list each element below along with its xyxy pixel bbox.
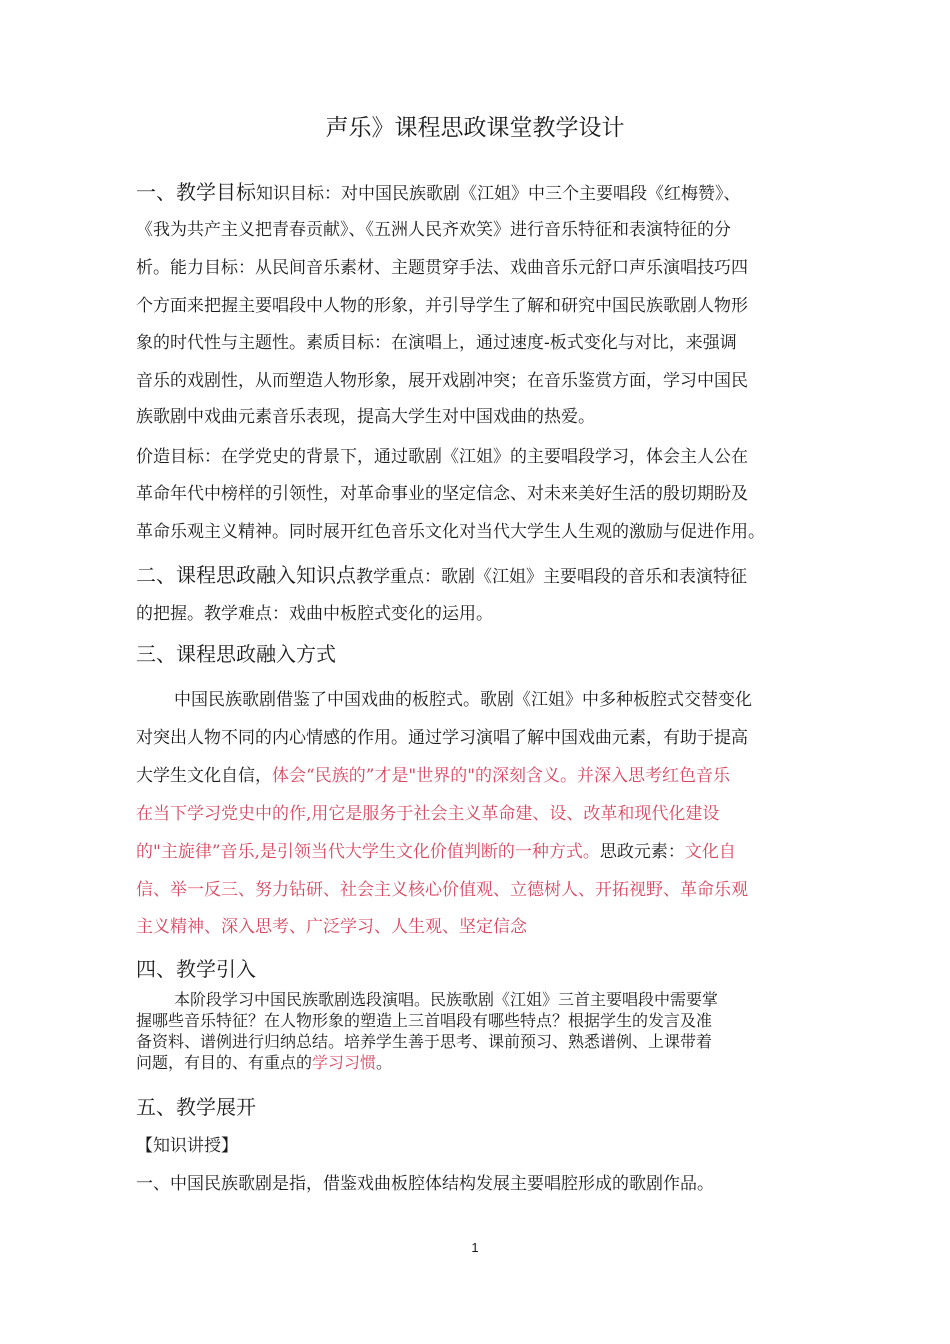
document-title: 声乐》课程思政课堂教学设计 [325,115,625,141]
section-1-line-7: 族歌剧中戏曲元素音乐表现，提高大学生对中国戏曲的热爱。 [136,407,595,427]
section-3-text: 大学生文化自信， [136,766,272,786]
ideology-elements-label: 思政元素： [599,842,685,862]
section-1-line-8: 价造目标：在学党史的背景下，通过歌剧《江姐》的主要唱段学习，体会主人公在 [136,447,748,467]
section-2-heading: 二、课程思政融入知识点 [136,563,356,587]
section-5-heading: 五、教学展开 [136,1095,256,1119]
section-4-line-4 [136,1053,392,1073]
section-3-heading: 三、课程思政融入方式 [136,642,336,666]
section-5-subheading: 【知识讲授】 [136,1136,238,1156]
highlighted-text: 的"主旋律”音乐,是引领当代大学生文化价值判断的一种方式。 [136,842,600,862]
section-4-heading: 四、教学引入 [136,957,256,981]
section-1-line-10: 革命乐观主义精神。同时展开红色音乐文化对当代大学生人生观的激励与促进作用。 [136,522,765,542]
section-1-line-6: 音乐的戏剧性，从而塑造人物形象，展开戏剧冲突；在音乐鉴赏方面，学习中国民 [136,371,748,391]
section-3-line-2: 对突出人物不同的内心情感的作用。通过学习演唱了解中国戏曲元素，有助于提高 [136,728,748,748]
highlighted-text: 学习习惯 [312,1053,377,1072]
section-4-text: 问题，有目的、有重点的 [136,1053,313,1072]
section-1-line-9: 革命年代中榜样的引领性，对革命事业的坚定信念、对未来美好生活的殷切期盼及 [136,484,748,504]
page-number: 1 [471,1240,479,1255]
section-4-line-3: 备资料、谱例进行归纳总结。培养学生善于思考、课前预习、熟悉谱例、上课带着 [136,1032,713,1051]
section-5-line-1: 一、中国民族歌剧是指，借鉴戏曲板腔体结构发展主要唱腔形成的歌剧作品。 [136,1174,714,1194]
section-1-heading: 一、教学目标 [136,180,256,204]
section-3-line-1: 中国民族歌剧借鉴了中国戏曲的板腔式。歌剧《江姐》中多种板腔式交替变化 [174,690,752,710]
section-2-text: 教学重点：歌剧《江姐》主要唱段的音乐和表演特征 [356,567,747,587]
section-1-line-2: 《我为共产主义把青春贡献》、《五洲人民齐欢笑》进行音乐特征和表演特征的分 [136,220,731,240]
section-1-line-1 [136,178,741,206]
section-3-line-5 [136,840,736,864]
section-1-line-3: 析。能力目标：从民间音乐素材、主题贯穿手法、戏曲音乐元舒口声乐演唱技巧四 [136,258,748,278]
section-3-line-7: 主义精神、深入思考、广泛学习、人生观、坚定信念 [136,917,527,937]
section-2-line-1 [136,561,747,589]
section-4-text: 。 [376,1053,393,1072]
section-3-line-3 [136,764,730,788]
section-1-text: 知识目标：对中国民族歌剧《江姐》中三个主要唱段《红梅赞》、 [256,184,741,204]
section-1-line-5: 象的时代性与主题性。素质目标：在演唱上，通过速度-板式变化与对比，来强调 [136,333,737,353]
section-2-line-2: 的把握。教学难点：戏曲中板腔式变化的运用。 [136,604,493,624]
highlighted-text: 体会“民族的”才是"世界的"的深刻含义。并深入思考红色音乐 [272,766,731,786]
highlighted-text: 文化自 [684,842,736,862]
section-1-line-4: 个方面来把握主要唱段中人物的形象，并引导学生了解和研究中国民族歌剧人物形 [136,296,748,316]
section-4-line-1: 本阶段学习中国民族歌剧选段演唱。民族歌剧《江姐》三首主要唱段中需要掌 [174,990,719,1009]
section-3-line-4: 在当下学习党史中的作,用它是服务于社会主义革命建、设、改革和现代化建设 [136,804,720,824]
section-3-line-6: 信、举一反三、努力钻研、社会主义核心价值观、立德树人、开拓视野、革命乐观 [136,880,748,900]
section-4-line-2: 握哪些音乐特征？在人物形象的塑造上三首唱段有哪些特点？根据学生的发言及准 [136,1011,713,1030]
